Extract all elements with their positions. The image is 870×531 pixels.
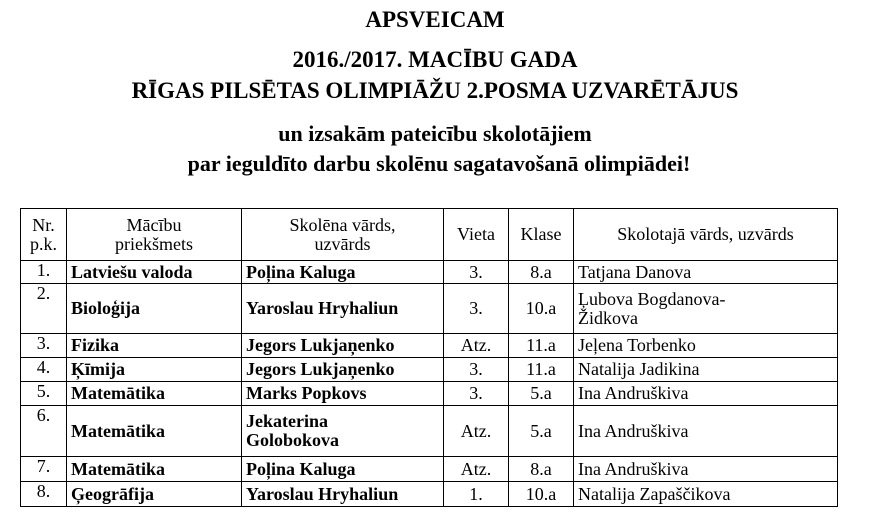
student-name-line2: Golobokova — [246, 430, 340, 450]
grade-cell: 8.a — [509, 457, 574, 482]
column-header-student-line2: uzvārds — [314, 233, 371, 254]
row-number: 4. — [21, 358, 67, 382]
teacher-cell — [574, 284, 838, 334]
subject-cell: Ķīmija — [67, 358, 242, 382]
grade-cell: 10.a — [509, 284, 574, 334]
row-number: 7. — [21, 457, 67, 482]
column-header-grade: Klase — [509, 209, 574, 261]
winners-table — [20, 208, 838, 507]
place-cell: Atz. — [444, 457, 509, 482]
grade-cell: 5.a — [509, 382, 574, 406]
student-cell — [242, 406, 444, 457]
subject-cell: Matemātika — [67, 382, 242, 406]
column-header-number-line2: p.k. — [30, 233, 57, 254]
teacher-cell: Jeļena Torbenko — [574, 334, 838, 358]
table-row — [21, 284, 838, 334]
row-number: 2. — [21, 284, 67, 334]
place-cell: 1. — [444, 482, 509, 507]
column-header-number-line1: Nr. — [32, 214, 55, 235]
teacher-name-line1: Ļubova Bogdanova- — [578, 288, 726, 309]
student-cell: Yaroslau Hryhaliun — [242, 482, 444, 507]
table-header-row — [21, 209, 838, 261]
column-header-number — [21, 209, 67, 261]
table-row — [21, 457, 838, 482]
column-header-student-line1: Skolēna vārds, — [289, 214, 396, 235]
row-number: 8. — [21, 482, 67, 507]
place-cell: Atz. — [444, 334, 509, 358]
table-row — [21, 261, 838, 284]
grade-cell: 10.a — [509, 482, 574, 507]
column-header-subject — [67, 209, 242, 261]
table-row — [21, 406, 838, 457]
column-header-place: Vieta — [444, 209, 509, 261]
column-header-student — [242, 209, 444, 261]
subject-cell: Latviešu valoda — [67, 261, 242, 284]
column-header-teacher: Skolotajā vārds, uzvārds — [574, 209, 838, 261]
teacher-cell: Ina Andruškiva — [574, 406, 838, 457]
column-header-subject-line1: Mācību — [126, 214, 182, 235]
place-cell: 3. — [444, 382, 509, 406]
subject-cell: Matemātika — [67, 457, 242, 482]
student-cell: Marks Popkovs — [242, 382, 444, 406]
grade-cell: 5.a — [509, 406, 574, 457]
teacher-name-line2: Židkova — [578, 307, 638, 328]
title-olympiad-winners: RĪGAS PILSĒTAS OLIMPIĀŽU 2.POSMA UZVARĒTĀJUS — [131, 78, 739, 103]
grade-cell: 8.a — [509, 261, 574, 284]
teacher-cell: Ina Andruškiva — [574, 457, 838, 482]
teacher-cell: Natalija Jadikina — [574, 358, 838, 382]
table-row — [21, 358, 838, 382]
subtitle-thanks-continued: par ieguldīto darbu skolēnu sagatavošanā olimpiādei! — [187, 151, 691, 176]
table-row — [21, 334, 838, 358]
title-greeting: APSVEICAM — [365, 7, 505, 32]
row-number: 1. — [21, 261, 67, 284]
place-cell: 3. — [444, 358, 509, 382]
student-cell: Poļina Kaluga — [242, 261, 444, 284]
student-cell: Yaroslau Hryhaliun — [242, 284, 444, 334]
table-row — [21, 382, 838, 406]
row-number: 5. — [21, 382, 67, 406]
title-school-year: 2016./2017. MACĪBU GADA — [292, 47, 578, 72]
student-cell: Jegors Lukjaņenko — [242, 358, 444, 382]
place-cell: Atz. — [444, 406, 509, 457]
teacher-cell: Tatjana Danova — [574, 261, 838, 284]
teacher-cell: Ina Andruškiva — [574, 382, 838, 406]
place-cell: 3. — [444, 261, 509, 284]
student-cell: Poļina Kaluga — [242, 457, 444, 482]
row-number: 6. — [21, 406, 67, 457]
column-header-subject-line2: priekšmets — [115, 233, 193, 254]
subject-cell: Bioloģija — [67, 284, 242, 334]
place-cell: 3. — [444, 284, 509, 334]
subject-cell: Fizika — [67, 334, 242, 358]
subject-cell: Ģeogrāfija — [67, 482, 242, 507]
table-row — [21, 482, 838, 507]
student-cell: Jegors Lukjaņenko — [242, 334, 444, 358]
student-name-line1: Jekaterina — [246, 411, 328, 432]
subtitle-thanks: un izsakām pateicību skolotājiem — [278, 121, 592, 146]
teacher-cell: Natalija Zapaščikova — [574, 482, 838, 507]
subject-cell: Matemātika — [67, 406, 242, 457]
grade-cell: 11.a — [509, 334, 574, 358]
grade-cell: 11.a — [509, 358, 574, 382]
row-number: 3. — [21, 334, 67, 358]
